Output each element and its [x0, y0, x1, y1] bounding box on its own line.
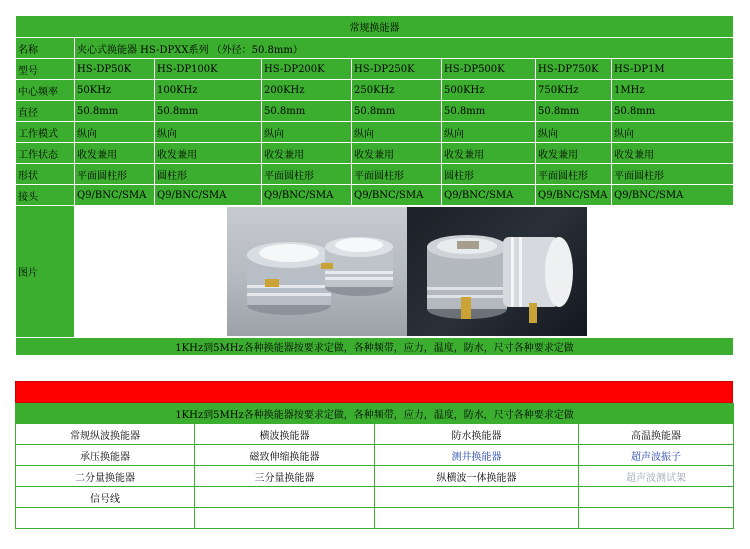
connector-cell: Q9/BNC/SMA — [352, 185, 442, 206]
category-link[interactable]: 超声波测试架 — [579, 466, 734, 487]
category-link[interactable]: 信号线 — [16, 487, 195, 508]
product-photo-cell — [75, 206, 734, 338]
empty-cell — [579, 487, 734, 508]
red-header-bar — [15, 381, 733, 403]
row-label: 形状 — [16, 164, 75, 185]
row-label: 中心频率 — [16, 80, 75, 101]
spec-table — [15, 15, 734, 356]
connector-cell: Q9/BNC/SMA — [442, 185, 536, 206]
state-cell: 收发兼用 — [155, 143, 262, 164]
name-label: 名称 — [16, 38, 75, 59]
diameter-cell: 50.8mm — [442, 101, 536, 122]
row-label: 直径 — [16, 101, 75, 122]
diameter-cell: 50.8mm — [352, 101, 442, 122]
connector-cell: Q9/BNC/SMA — [612, 185, 734, 206]
empty-cell — [16, 508, 195, 529]
diameter-cell: 50.8mm — [155, 101, 262, 122]
transducer-photo-dark — [407, 207, 587, 336]
shape-cell: 圆柱形 — [155, 164, 262, 185]
frequency-cell: 750KHz — [536, 80, 612, 101]
shape-cell: 平面圆柱形 — [262, 164, 352, 185]
mode-cell: 纵向 — [75, 122, 155, 143]
frequency-cell: 100KHz — [155, 80, 262, 101]
connector-cell: Q9/BNC/SMA — [155, 185, 262, 206]
empty-cell — [195, 508, 375, 529]
connector-cell: Q9/BNC/SMA — [262, 185, 352, 206]
diameter-cell: 50.8mm — [612, 101, 734, 122]
frequency-cell: 250KHz — [352, 80, 442, 101]
transducer-illustration — [227, 207, 407, 336]
frequency-cell: 500KHz — [442, 80, 536, 101]
empty-cell — [375, 508, 579, 529]
category-table — [15, 403, 734, 529]
category-link[interactable]: 磁致伸缩换能器 — [195, 445, 375, 466]
shape-cell: 平面圆柱形 — [536, 164, 612, 185]
diameter-cell: 50.8mm — [262, 101, 352, 122]
transducer-illustration — [407, 207, 587, 336]
category-link[interactable]: 防水换能器 — [375, 424, 579, 445]
row-label: 工作状态 — [16, 143, 75, 164]
model-cell: HS-DP250K — [352, 59, 442, 80]
state-cell: 收发兼用 — [612, 143, 734, 164]
empty-cell — [195, 487, 375, 508]
frequency-cell: 200KHz — [262, 80, 352, 101]
category-link[interactable]: 超声波振子 — [579, 445, 734, 466]
mode-cell: 纵向 — [352, 122, 442, 143]
category-banner: 1KHz到5MHz各种换能器按要求定做，各种频带，应力，温度，防水，尺寸各种要求定做 — [16, 404, 734, 424]
custom-order-banner: 1KHz到5MHz各种换能器按要求定做，各种频带，应力，温度，防水，尺寸各种要求定做 — [16, 338, 734, 356]
mode-cell: 纵向 — [442, 122, 536, 143]
name-value: 夹心式换能器 HS-DPXX系列 （外径：50.8mm） — [75, 38, 734, 59]
image-label: 图片 — [16, 206, 75, 338]
row-label: 接头 — [16, 185, 75, 206]
frequency-cell: 50KHz — [75, 80, 155, 101]
category-link[interactable]: 横波换能器 — [195, 424, 375, 445]
category-link[interactable]: 承压换能器 — [16, 445, 195, 466]
shape-cell: 平面圆柱形 — [352, 164, 442, 185]
mode-cell: 纵向 — [262, 122, 352, 143]
state-cell: 收发兼用 — [352, 143, 442, 164]
category-link[interactable]: 三分量换能器 — [195, 466, 375, 487]
shape-cell: 圆柱形 — [442, 164, 536, 185]
state-cell: 收发兼用 — [442, 143, 536, 164]
frequency-cell: 1MHz — [612, 80, 734, 101]
model-cell: HS-DP1M — [612, 59, 734, 80]
model-cell: HS-DP100K — [155, 59, 262, 80]
category-link[interactable]: 纵横波一体换能器 — [375, 466, 579, 487]
connector-cell: Q9/BNC/SMA — [75, 185, 155, 206]
diameter-cell: 50.8mm — [536, 101, 612, 122]
mode-cell: 纵向 — [155, 122, 262, 143]
state-cell: 收发兼用 — [262, 143, 352, 164]
category-link[interactable]: 常规纵波换能器 — [16, 424, 195, 445]
shape-cell: 平面圆柱形 — [612, 164, 734, 185]
model-cell: HS-DP500K — [442, 59, 536, 80]
model-cell: HS-DP50K — [75, 59, 155, 80]
connector-cell: Q9/BNC/SMA — [536, 185, 612, 206]
mode-cell: 纵向 — [536, 122, 612, 143]
category-link[interactable]: 测井换能器 — [375, 445, 579, 466]
shape-cell: 平面圆柱形 — [75, 164, 155, 185]
empty-cell — [375, 487, 579, 508]
mode-cell: 纵向 — [612, 122, 734, 143]
category-link[interactable]: 二分量换能器 — [16, 466, 195, 487]
spec-title: 常规换能器 — [16, 16, 734, 38]
state-cell: 收发兼用 — [75, 143, 155, 164]
model-cell: HS-DP200K — [262, 59, 352, 80]
transducer-photo-silver — [227, 207, 407, 336]
category-link[interactable]: 高温换能器 — [579, 424, 734, 445]
empty-cell — [579, 508, 734, 529]
diameter-cell: 50.8mm — [75, 101, 155, 122]
row-label: 工作模式 — [16, 122, 75, 143]
model-cell: HS-DP750K — [536, 59, 612, 80]
state-cell: 收发兼用 — [536, 143, 612, 164]
row-label: 型号 — [16, 59, 75, 80]
